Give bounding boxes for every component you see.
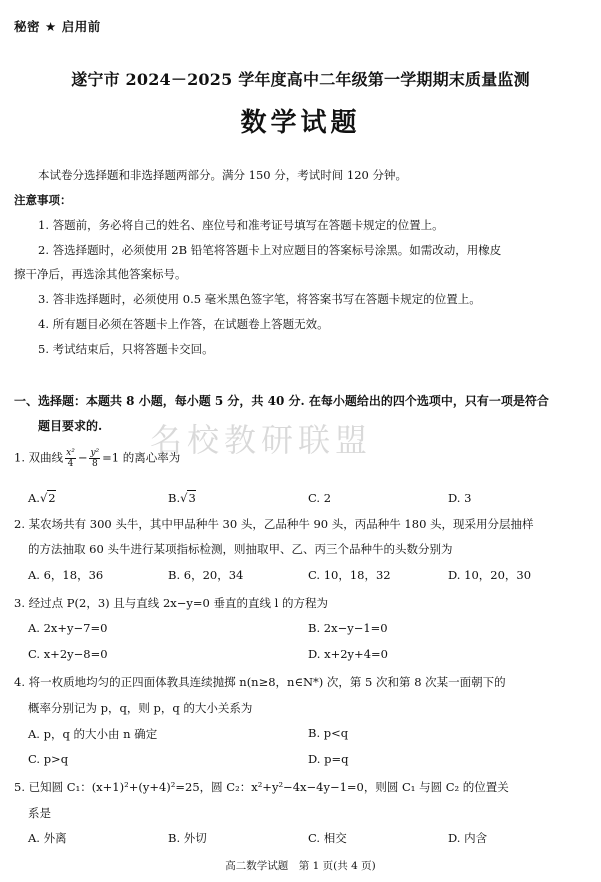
q5-option-b: B. 外切: [168, 831, 207, 845]
question-2-stem: 2. 某农场共有 300 头牛，其中甲品种牛 30 头，乙品种牛 90 头，丙品种牛 180 头，现采用分层抽样: [14, 517, 534, 531]
q1-suffix: =1 的离心率为: [102, 450, 181, 465]
subject-title: 数学试题: [240, 108, 361, 138]
sqrt-value: 3: [188, 491, 196, 505]
exam-title: 遂宁市 2024－2025 学年度高中二年级第一学期期末质量监测: [71, 70, 530, 89]
watermark: 名校教研联盟: [150, 421, 373, 459]
status-text: 启用前: [61, 19, 101, 34]
q2-option-c: C. 10，18，32: [308, 568, 391, 582]
q1-option-c: C. 2: [308, 491, 332, 505]
q5-option-d: D. 内含: [448, 831, 488, 845]
notice-item: 2. 答选择题时，必须使用 2B 铅笔将答题卡上对应题目的答案标号涂黑。如需改动，用橡皮: [38, 243, 502, 257]
confidential-label: [14, 17, 101, 35]
notice-item: 3. 答非选择题时，必须使用 0.5 毫米黑色签字笔，将答案书写在答题卡规定的位置上。: [38, 292, 481, 306]
question-1-stem: [14, 448, 180, 469]
notice-heading: 注意事项：: [14, 193, 72, 207]
option-label: B.: [168, 491, 181, 505]
page-footer: 高二数学试题 第 1 页(共 4 页): [225, 860, 376, 872]
fraction-denominator: 4: [67, 459, 74, 469]
q5-option-a: A. 外离: [28, 831, 67, 845]
question-5-stem-cont: 系是: [28, 806, 51, 820]
q1-option-b: [168, 491, 196, 505]
question-5-stem: 5. 已知圆 C₁：(x+1)²+(y+4)²=25，圆 C₂：x²+y²−4x−4y−1=0，则圆 C₁ 与圆 C₂ 的位置关: [14, 780, 509, 794]
minus-sign: −: [77, 450, 88, 465]
section-heading: 一、选择题：本题共 8 小题，每小题 5 分，共 40 分. 在每小题给出的四个选项中，只有一项是符合: [14, 394, 549, 408]
sqrt-icon: √: [39, 491, 48, 505]
fraction-x: [65, 448, 76, 469]
star-icon: ★: [45, 19, 57, 34]
section-heading-cont: 题目要求的.: [38, 419, 103, 433]
notice-item: 5. 考试结束后，只将答题卡交回。: [38, 342, 214, 356]
q1-prefix: 1. 双曲线: [14, 450, 64, 465]
fraction-y: [89, 448, 100, 469]
notice-item: 4. 所有题目必须在答题卡上作答，在试题卷上答题无效。: [38, 317, 329, 331]
q3-option-c: C. x+2y−8=0: [28, 647, 108, 661]
question-4-stem-cont: 概率分别记为 p，q，则 p，q 的大小关系为: [28, 701, 253, 715]
q4-option-a: A. p，q 的大小由 n 确定: [28, 727, 158, 741]
q4-option-b: B. p<q: [308, 726, 349, 740]
intro-text: 本试卷分选择题和非选择题两部分。满分 150 分，考试时间 120 分钟。: [38, 168, 408, 182]
sqrt-value: 2: [48, 491, 56, 505]
q1-option-a: [28, 491, 56, 505]
q5-option-c: C. 相交: [308, 831, 347, 845]
notice-item: 擦干净后，再选涂其他答案标号。: [14, 267, 187, 281]
fraction-numerator: y²: [90, 448, 100, 458]
q4-option-c: C. p>q: [28, 752, 69, 766]
q4-option-d: D. p=q: [308, 752, 349, 766]
q2-option-a: A. 6，18，36: [28, 568, 104, 582]
sqrt-icon: √: [180, 491, 188, 505]
q2-option-d: D. 10，20，30: [448, 568, 532, 582]
question-4-stem: 4. 将一枚质地均匀的正四面体教具连续抛掷 n(n≥8，n∈N*) 次，第 5 次和第 8 次某一面朝下的: [14, 675, 506, 689]
q3-option-d: D. x+2y+4=0: [308, 647, 388, 661]
q2-option-b: B. 6，20，34: [168, 568, 244, 582]
fraction-numerator: x²: [66, 448, 75, 458]
confidential-text: 秘密: [14, 19, 41, 34]
q1-option-d: D. 3: [448, 491, 472, 505]
option-label: A.: [28, 491, 40, 505]
q3-option-b: B. 2x−y−1=0: [308, 621, 388, 635]
q3-option-a: A. 2x+y−7=0: [28, 621, 108, 635]
question-2-stem-cont: 的方法抽取 60 头牛进行某项指标检测，则抽取甲、乙、丙三个品种牛的头数分别为: [28, 542, 453, 556]
question-3-stem: 3. 经过点 P(2，3) 且与直线 2x−y=0 垂直的直线 l 的方程为: [14, 596, 328, 610]
fraction-denominator: 8: [91, 459, 98, 469]
notice-item: 1. 答题前，务必将自己的姓名、座位号和准考证号填写在答题卡规定的位置上。: [38, 218, 444, 232]
